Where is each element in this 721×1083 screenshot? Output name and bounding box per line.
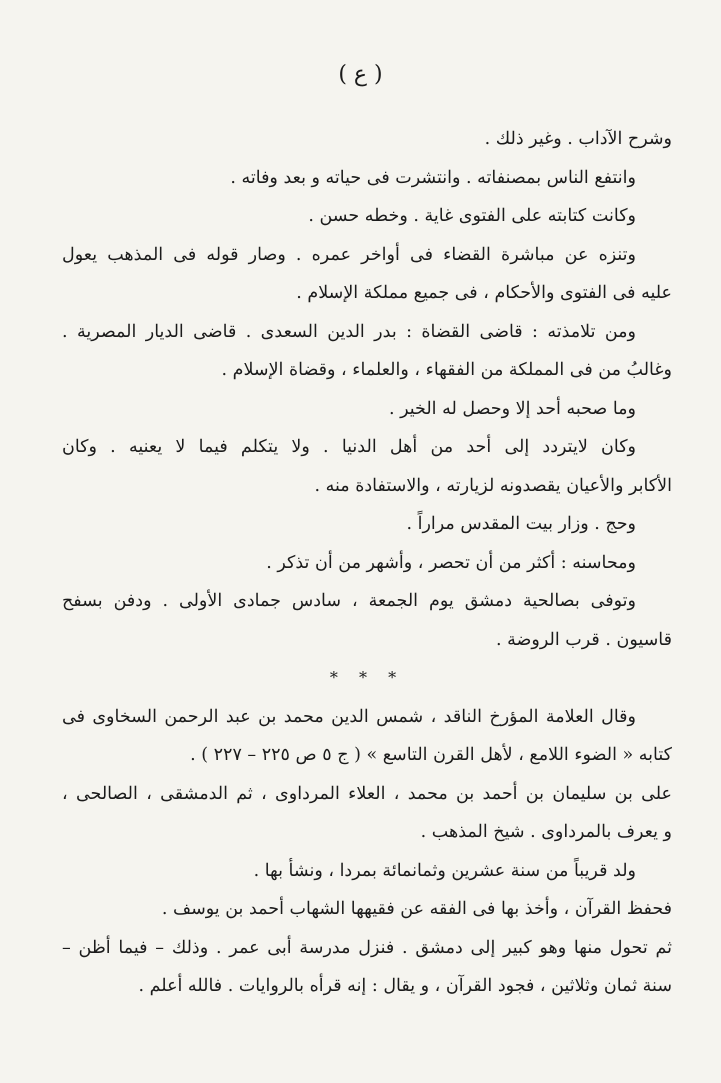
text-line: وانتفع الناس بمصنفاته . وانتشرت فى حياته و بعد وفاته . — [230, 167, 636, 188]
body-text — [62, 120, 672, 1006]
text-line: و يعرف بالمرداوى . شيخ المذهب . — [420, 822, 672, 842]
text-line: الأكابر والأعيان يقصدونه لزيارته ، والاستفادة منه . — [314, 475, 672, 496]
page-number: ( ع ) — [338, 62, 383, 87]
text-line: وقال العلامة المؤرخ الناقد ، شمس الدين محمد بن عبد الرحمن السخاوى فى — [62, 706, 636, 727]
text-line: وما صحبه أحد إلا وحصل له الخير . — [388, 398, 636, 419]
text-line: كتابه « الضوء اللامع ، لأهل القرن التاسع » ( ج ٥ ص ٢٢٥ – ٢٢٧ ) . — [190, 745, 672, 765]
text-line: سنة ثمان وثلاثين ، فجود القرآن ، و يقال : إنه قرأه بالروايات . فالله أعلم . — [138, 976, 672, 996]
text-line: على بن سليمان بن أحمد بن محمد ، العلاء المرداوى ، ثم الدمشقى ، الصالحى ، — [62, 783, 672, 804]
text-line: وكان لايتردد إلى أحد من أهل الدنيا . ولا يتكلم فيما لا يعنيه . وكان — [62, 437, 636, 457]
text-line: وحج . وزار بيت المقدس مراراً . — [406, 514, 636, 534]
section-separator: * * * — [329, 668, 405, 687]
text-line: عليه فى الفتوى والأحكام ، فى جميع مملكة الإسلام . — [296, 283, 672, 303]
text-line: ولد قريباً من سنة عشرين وثمانمائة بمردا ، ونشأ بها . — [253, 860, 636, 881]
text-line: قاسيون . قرب الروضة . — [496, 629, 672, 650]
text-line: فحفظ القرآن ، وأخذ بها فى الفقه عن فقيهها الشهاب أحمد بن يوسف . — [161, 899, 672, 919]
text-line: ثم تحول منها وهو كبير إلى دمشق . فنزل مدرسة أبى عمر . وذلك – فيما أظن – — [62, 937, 672, 958]
text-line: وغالبُ من فى المملكة من الفقهاء ، والعلماء ، وقضاة الإسلام . — [221, 360, 672, 380]
text-line: ومحاسنه : أكثر من أن تحصر ، وأشهر من أن تذكر . — [266, 552, 636, 573]
text-line: وتنزه عن مباشرة القضاء فى أواخر عمره . وصار قوله فى المذهب يعول — [62, 244, 636, 265]
text-line: وكانت كتابته على الفتوى غاية . وخطه حسن . — [308, 206, 636, 226]
text-line: وشرح الآداب . وغير ذلك . — [484, 129, 672, 149]
text-line: وتوفى بصالحية دمشق يوم الجمعة ، سادس جمادى الأولى . ودفن بسفح — [62, 591, 636, 611]
text-line: ومن تلامذته : قاضى القضاة : بدر الدين السعدى . قاضى الديار المصرية . — [62, 321, 636, 342]
